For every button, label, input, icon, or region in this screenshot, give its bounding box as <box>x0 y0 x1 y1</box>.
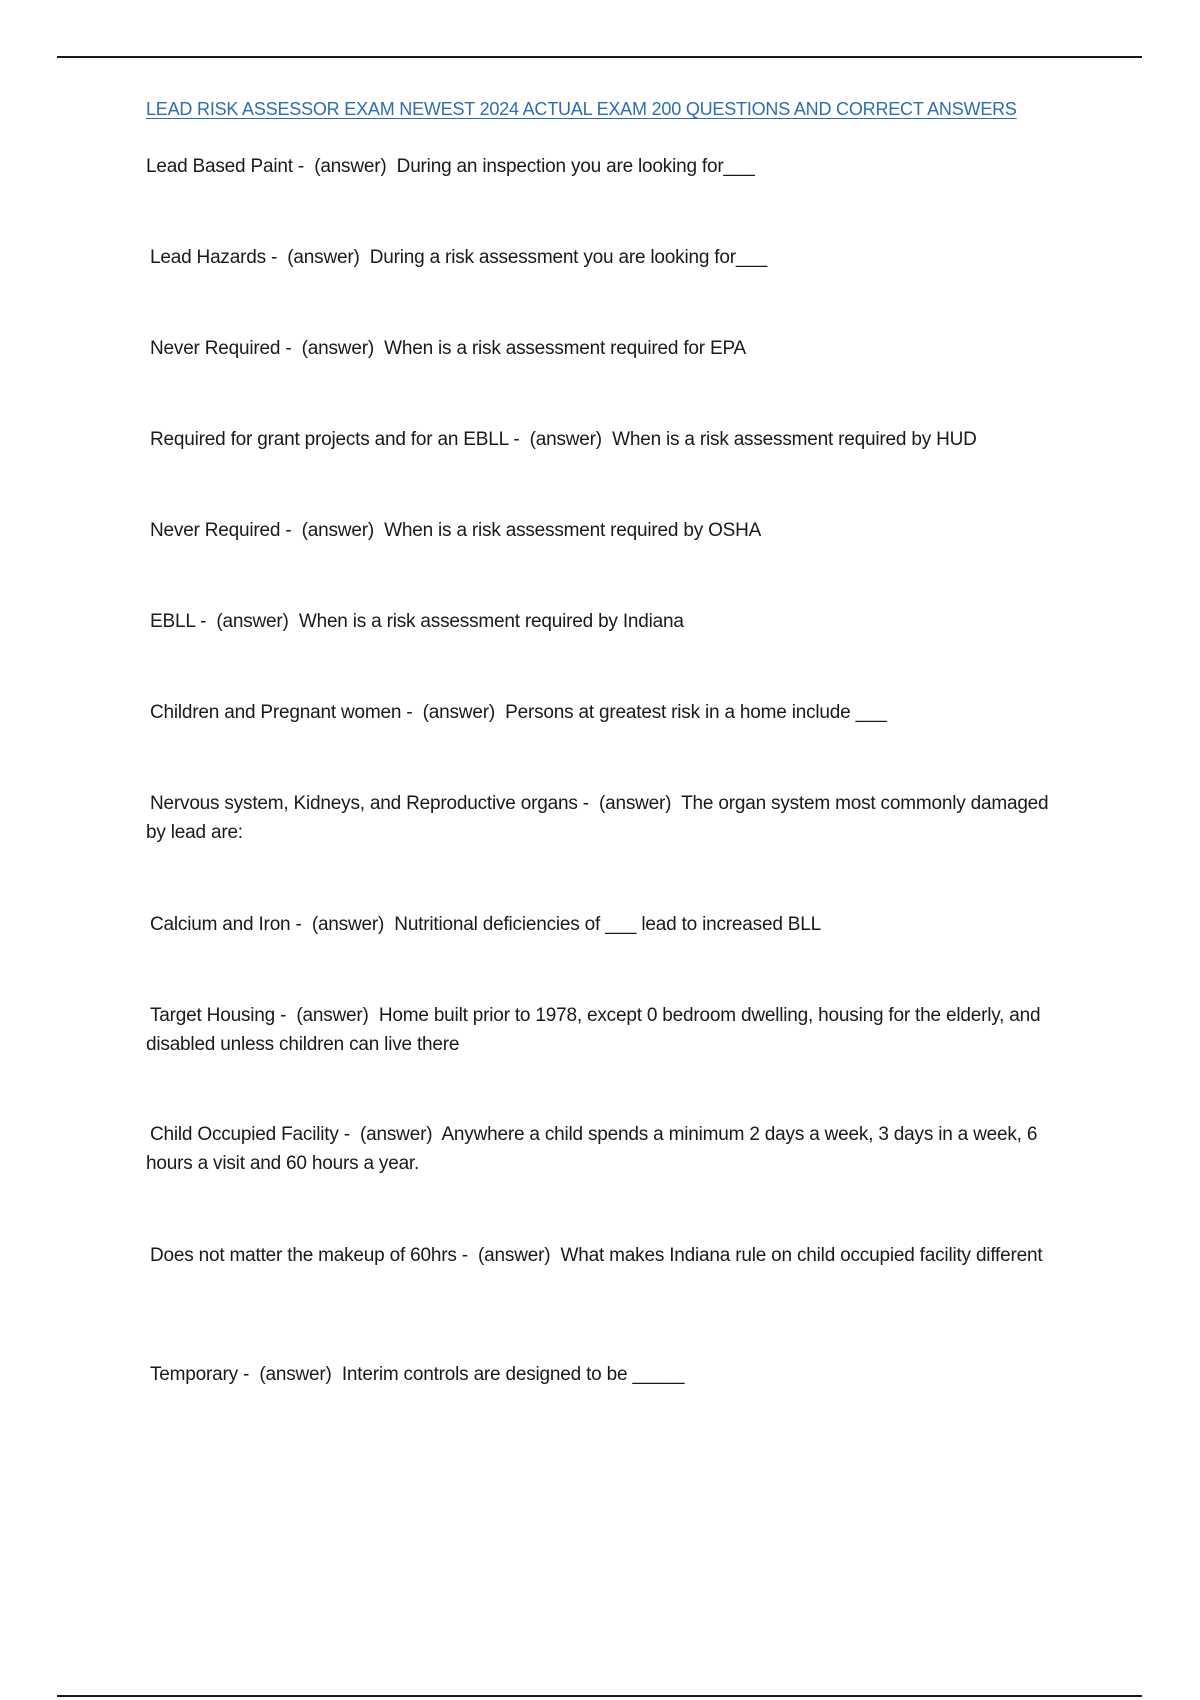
answer-marker: (answer) <box>360 1124 433 1145</box>
question-text: When is a risk assessment required by OSHA <box>384 520 762 541</box>
question-text: Persons at greatest risk in a home include ___ <box>505 702 887 723</box>
answer-marker: (answer) <box>599 793 672 814</box>
qa-item-10: Target Housing - (answer) Home built prior to 1978, except 0 bedroom dwelling, housing for the elderly, and disabled unless children can live there <box>146 1005 1041 1055</box>
answer-term: Never Required <box>150 520 281 541</box>
answer-marker: (answer) <box>314 156 387 177</box>
answer-marker: (answer) <box>422 702 495 723</box>
question-text: Interim controls are designed to be _____ <box>341 1364 685 1385</box>
qa-item-9: Calcium and Iron - (answer) Nutritional deficiencies of ___ lead to increased BLL <box>146 910 1066 939</box>
header-rule <box>57 56 1142 58</box>
qa-item-5: Never Required - (answer) When is a risk assessment required by OSHA <box>146 516 1066 545</box>
answer-marker: (answer) <box>301 520 374 541</box>
answer-marker: (answer) <box>216 611 289 632</box>
question-text: What makes Indiana rule on child occupied facility different <box>560 1245 1043 1266</box>
answer-term: Never Required <box>150 338 281 359</box>
answer-marker: (answer) <box>301 338 374 359</box>
question-text: Anywhere a child spends a minimum 2 days a week, 3 days in a week, 6 hours a visit and 60 hours a year. <box>146 1124 1038 1174</box>
question-text: Home built prior to 1978, except 0 bedroom dwelling, housing for the elderly, and disabled unless children can live there <box>146 1005 1041 1055</box>
answer-term: EBLL <box>150 611 195 632</box>
answer-term: Lead Based Paint <box>146 156 293 177</box>
qa-item-13: Temporary - (answer) Interim controls are designed to be _____ <box>146 1360 1066 1389</box>
question-text: Nutritional deficiencies of ___ lead to increased BLL <box>394 914 821 935</box>
answer-term: Nervous system, Kidneys, and Reproductive organs <box>150 793 578 814</box>
qa-item-8: Nervous system, Kidneys, and Reproductive organs - (answer) The organ system most commonly damaged by lead are: <box>146 793 1049 843</box>
question-text: When is a risk assessment required by HUD <box>612 429 977 450</box>
answer-marker: (answer) <box>259 1364 332 1385</box>
answer-marker: (answer) <box>287 247 360 268</box>
qa-item-2: Lead Hazards - (answer) During a risk assessment you are looking for___ <box>146 243 1066 272</box>
answer-term: Child Occupied Facility <box>150 1124 339 1145</box>
answer-term: Children and Pregnant women <box>150 702 402 723</box>
answer-marker: (answer) <box>296 1005 369 1026</box>
document-title-link[interactable]: LEAD RISK ASSESSOR EXAM NEWEST 2024 ACTUAL EXAM 200 QUESTIONS AND CORRECT ANSWERS <box>146 99 1017 119</box>
answer-term: Lead Hazards <box>150 247 266 268</box>
answer-marker: (answer) <box>478 1245 551 1266</box>
qa-item-12: Does not matter the makeup of 60hrs - (answer) What makes Indiana rule on child occupied facility different <box>146 1241 1066 1270</box>
qa-item-7: Children and Pregnant women - (answer) Persons at greatest risk in a home include ___ <box>146 698 1066 727</box>
answer-term: Required for grant projects and for an EBLL <box>150 429 509 450</box>
answer-marker: (answer) <box>529 429 602 450</box>
answer-marker: (answer) <box>311 914 385 935</box>
question-text: During a risk assessment you are looking for___ <box>369 247 767 268</box>
qa-item-1: Lead Based Paint - (answer) During an inspection you are looking for___ <box>146 156 755 177</box>
answer-term: Target Housing <box>150 1005 275 1026</box>
answer-term: Temporary <box>150 1364 238 1385</box>
qa-item-4: Required for grant projects and for an EBLL - (answer) When is a risk assessment required by HUD <box>146 425 1066 454</box>
question-text: When is a risk assessment required by Indiana <box>298 611 684 632</box>
qa-item-6: EBLL - (answer) When is a risk assessment required by Indiana <box>146 607 1066 636</box>
qa-item-3: Never Required - (answer) When is a risk assessment required for EPA <box>146 334 1066 363</box>
question-text: During an inspection you are looking for___ <box>396 156 755 177</box>
question-text: The organ system most commonly damaged by lead are: <box>146 793 1049 843</box>
answer-term: Calcium and Iron <box>150 914 291 935</box>
footer-rule <box>57 1695 1142 1697</box>
answer-term: Does not matter the makeup of 60hrs <box>150 1245 457 1266</box>
qa-item-11: Child Occupied Facility - (answer) Anywhere a child spends a minimum 2 days a week, 3 days in a week, 6 hours a visit and 60 hours a year. <box>146 1124 1038 1174</box>
question-text: When is a risk assessment required for EPA <box>384 338 747 359</box>
